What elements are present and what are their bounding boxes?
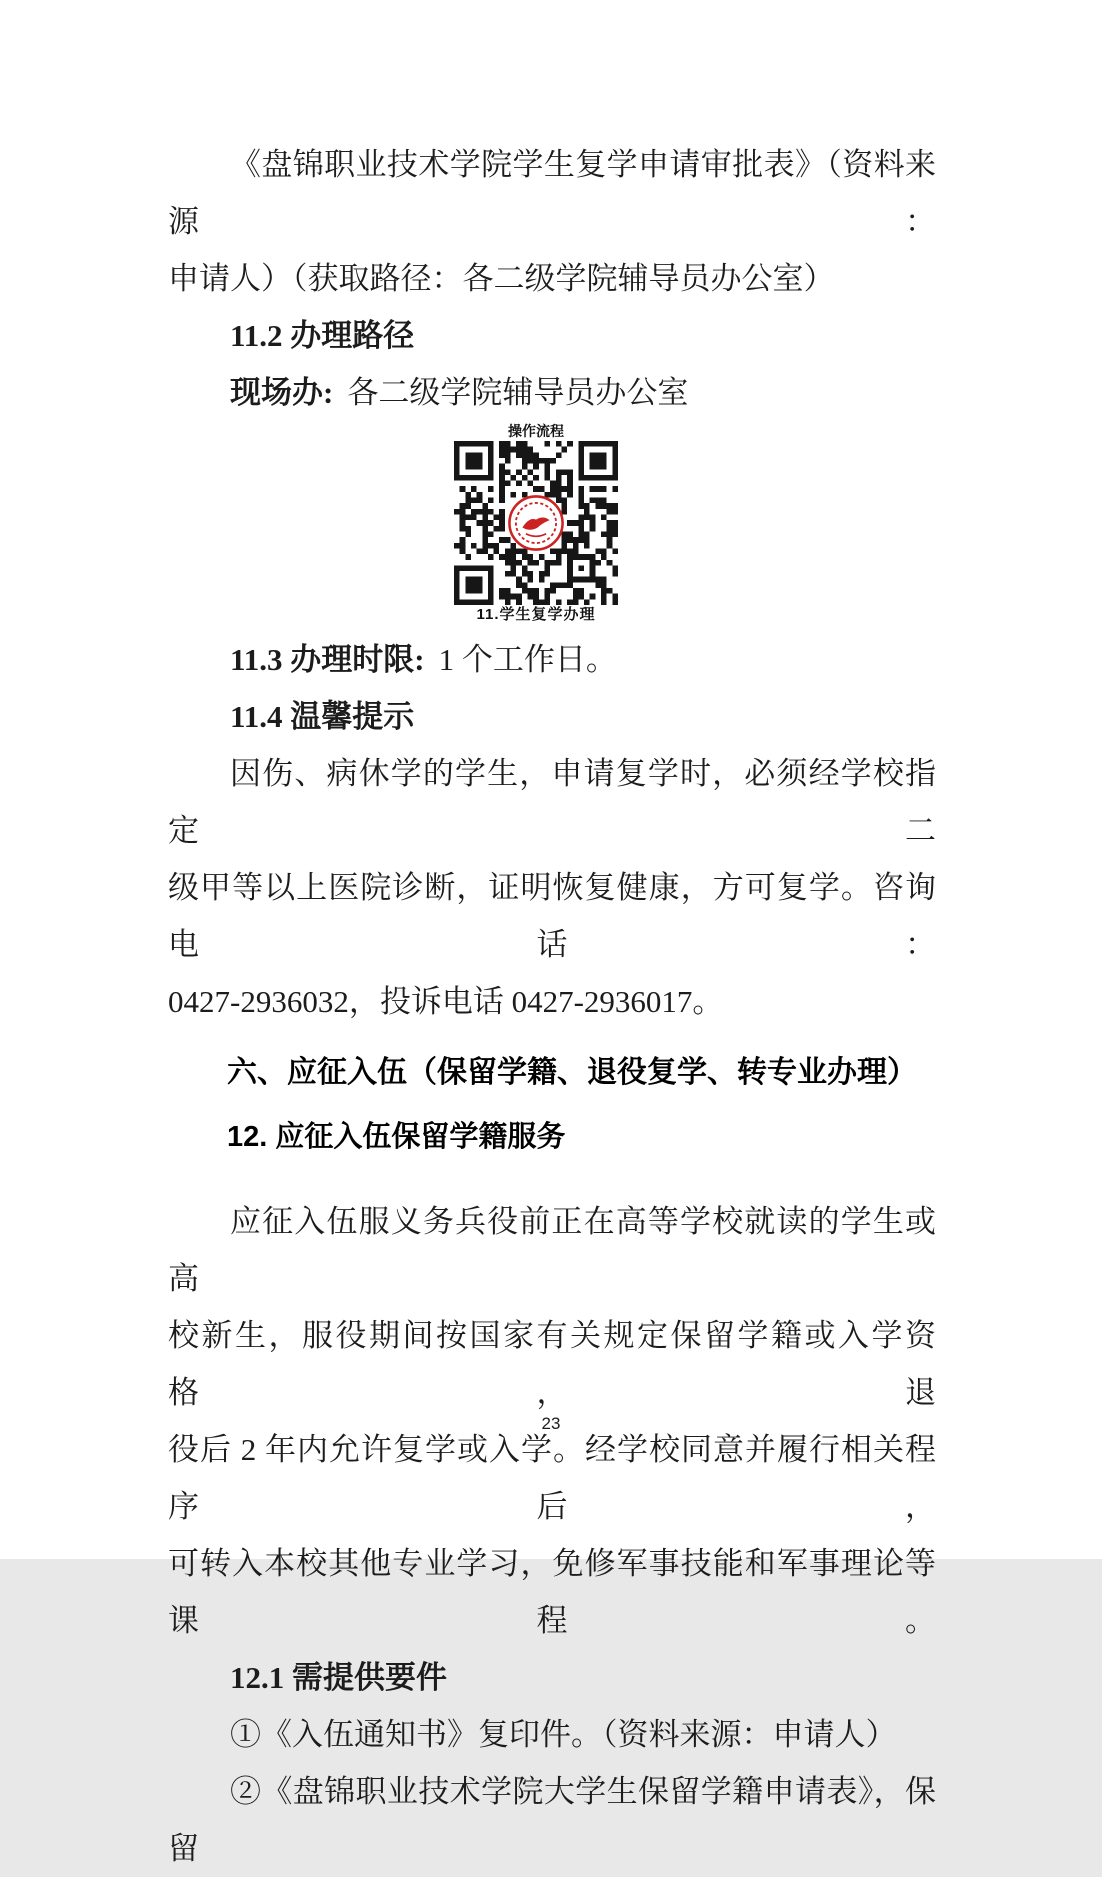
page-number: 23 <box>541 1414 561 1433</box>
processing-time-label: 11.3 办理时限: <box>230 642 425 677</box>
paragraph-line: 校新生，服役期间按国家有关规定保留学籍或入学资格，退 <box>168 1318 936 1410</box>
paragraph-line: 《盘锦职业技术学院学生复学申请审批表》（资料来源： <box>168 147 936 239</box>
section-heading-12: 12. 应征入伍保留学籍服务 <box>227 1121 566 1153</box>
subsection-heading-11-4: 11.4 温馨提示 <box>230 699 415 734</box>
onsite-channel-value: 各二级学院辅导员办公室 <box>347 375 689 410</box>
qr-code <box>454 441 618 605</box>
document-content <box>168 136 936 1877</box>
subsection-heading-12-1: 12.1 需提供要件 <box>230 1660 447 1695</box>
paragraph-line: 申请人）（获取路径：各二级学院辅导员办公室） <box>168 261 835 296</box>
qr-figure-caption: 11.学生复学办理 <box>476 606 596 623</box>
qr-code-figure <box>416 421 656 625</box>
paragraph-line: 役后 2 年内允许复学或入学。经学校同意并履行相关程序后， <box>168 1432 936 1524</box>
onsite-channel-line <box>168 364 936 421</box>
processing-time-value: 1 个工作日。 <box>438 642 617 677</box>
section-heading-6: 六、应征入伍（保留学籍、退役复学、转专业办理） <box>227 1056 917 1089</box>
processing-time-line <box>168 631 936 688</box>
list-item: ①《入伍通知书》复印件。（资料来源：申请人） <box>230 1717 897 1752</box>
paragraph-line: 可转入本校其他专业学习，免修军事技能和军事理论等课程。 <box>168 1546 936 1638</box>
subsection-heading-11-2: 11.2 办理路径 <box>230 318 415 353</box>
paragraph-line: 级甲等以上医院诊断，证明恢复健康，方可复学。咨询电话： <box>168 870 936 962</box>
paragraph-line: 0427-2936032，投诉电话 0427-2936017。 <box>168 984 724 1019</box>
paragraph-line: 因伤、病休学的学生，申请复学时，必须经学校指定二 <box>168 756 936 848</box>
onsite-channel-label: 现场办: <box>230 375 334 410</box>
list-item: ②《盘锦职业技术学院大学生保留学籍申请表》，保留 <box>168 1774 936 1866</box>
qr-figure-title: 操作流程 <box>508 423 564 439</box>
paragraph-line: 应征入伍服义务兵役前正在高等学校就读的学生或高 <box>168 1204 936 1296</box>
